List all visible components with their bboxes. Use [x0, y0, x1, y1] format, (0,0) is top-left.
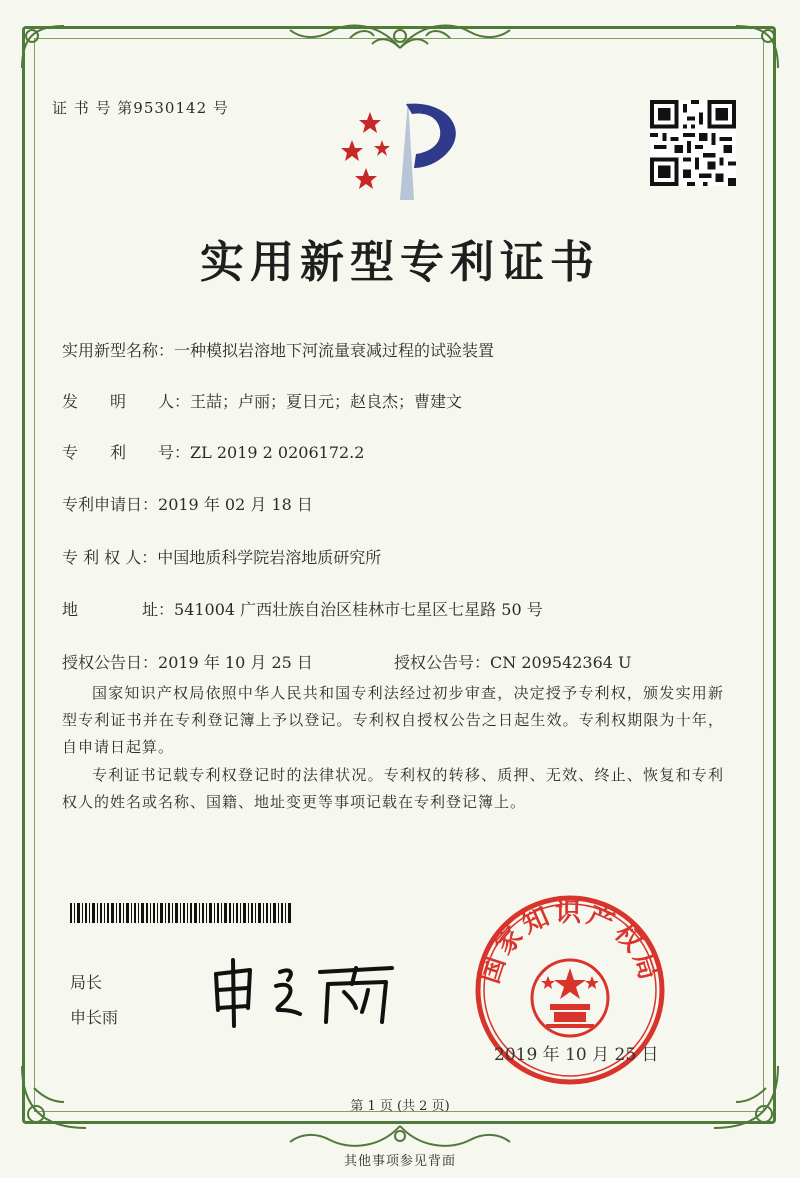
director-title: 局长: [70, 973, 103, 992]
body-paragraph-1: 国家知识产权局依照中华人民共和国专利法经过初步审查，决定授予专利权，颁发实用新型专利证书并在专利登记簿上予以登记。专利权自授权公告之日起生效。专利权期限为十年，自申请日起算。: [62, 684, 724, 756]
grant-number-label: 授权公告号：: [394, 653, 491, 672]
filing-date-label: 专利申请日：: [62, 495, 159, 514]
filing-date-value: 2019 年 02 月 18 日: [158, 495, 313, 514]
director-name: 申长雨: [70, 1008, 119, 1027]
field-patent-number: [62, 440, 364, 463]
field-grant-date: [62, 650, 313, 673]
grant-date-label: 授权公告日：: [62, 653, 159, 672]
corner-ornament-top-left: [14, 18, 74, 78]
utility-model-name-value: 一种模拟岩溶地下河流量衰减过程的试验装置: [174, 341, 495, 360]
address-value: 541004 广西壮族自治区桂林市七星区七星路 50 号: [174, 600, 543, 619]
page-indicator: 第 1 页 (共 2 页): [350, 1099, 450, 1114]
field-filing-date: [62, 492, 313, 515]
cnipa-logo: [330, 90, 470, 210]
field-grant-number: [394, 650, 632, 673]
seal-text: 国家知识产权局: [475, 898, 665, 988]
field-patentee: [62, 545, 381, 568]
certificate-title: 实用新型专利证书: [200, 237, 600, 288]
patentee-label: 专 利 权 人：: [62, 548, 158, 567]
address-label: 地 址：: [62, 600, 175, 619]
corner-ornament-top-right: [726, 18, 786, 78]
patentee-value: 中国地质科学院岩溶地质研究所: [157, 548, 382, 567]
certificate-number: 证 书 号 第9530142 号: [52, 99, 229, 117]
back-note: 其他事项参见背面: [343, 1154, 456, 1169]
field-address: [62, 597, 543, 620]
director-signature: [206, 952, 406, 1032]
patent-number-value: ZL 2019 2 0206172.2: [190, 443, 365, 462]
grant-number-value: CN 209542364 U: [490, 653, 632, 672]
body-paragraph-2: 专利证书记载专利权登记时的法律状况。专利权的转移、质押、无效、终止、恢复和专利权人的姓名或名称、国籍、地址变更等事项记载在专利登记簿上。: [62, 766, 724, 811]
field-utility-model-name: [62, 338, 494, 361]
grant-date-value: 2019 年 10 月 25 日: [158, 653, 313, 672]
seal-date: 2019 年 10 月 25 日: [494, 1045, 659, 1065]
barcode: [70, 903, 292, 923]
inventors-value: 王喆；卢丽；夏日元；赵良杰；曹建文: [190, 392, 463, 411]
qr-code: [650, 100, 736, 186]
patent-number-label: 专 利 号：: [62, 443, 191, 462]
utility-model-name-label: 实用新型名称：: [62, 341, 175, 360]
inventors-label: 发 明 人：: [62, 392, 191, 411]
top-ornament: [260, 14, 540, 56]
field-inventors: [62, 389, 462, 412]
